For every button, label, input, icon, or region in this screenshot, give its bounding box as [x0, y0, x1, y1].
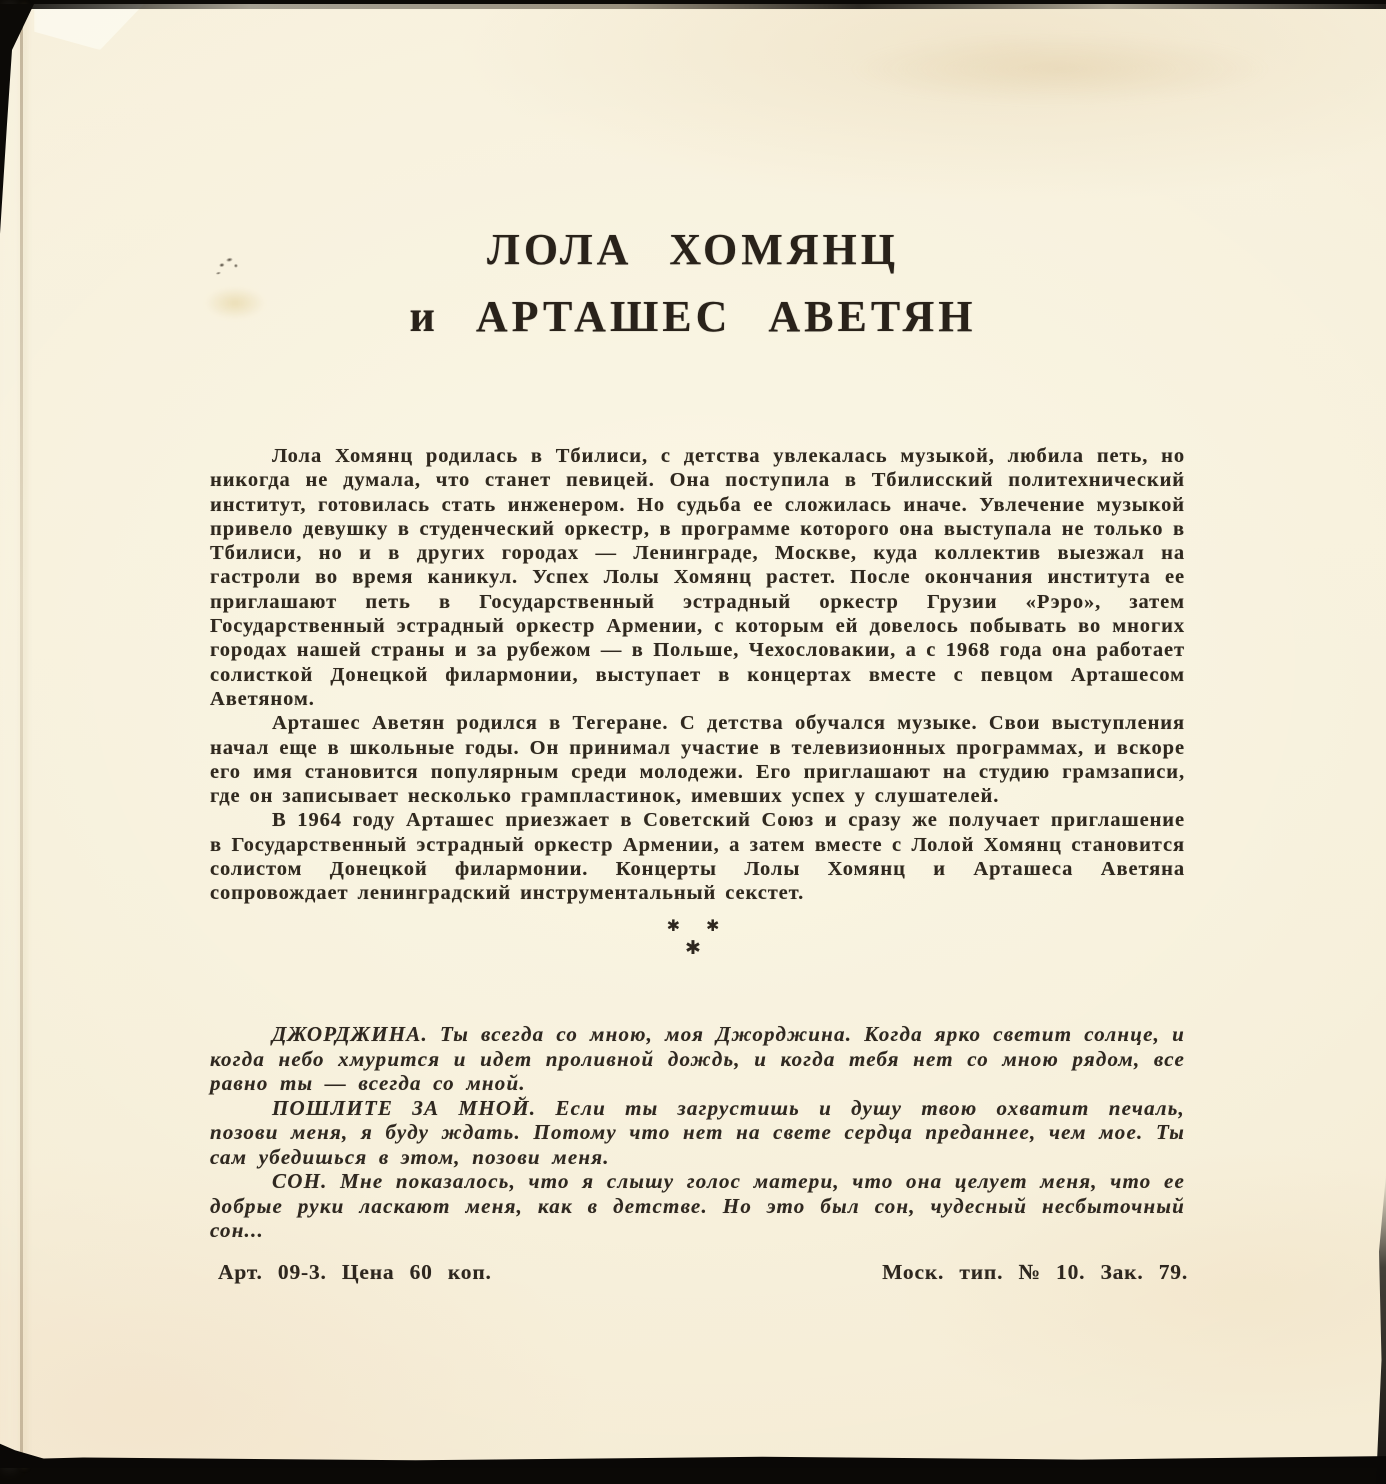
- song-paragraph: ДЖОРДЖИНА. Ты всегда со мною, моя Джорджина. Когда ярко светит солнце, и когда небо хмурится и идет проливной дождь, и когда тебя нет со мною рядом, все равно ты — всегда со мной.: [210, 1022, 1185, 1095]
- song-paragraph: ПОШЛИТЕ ЗА МНОЙ. Если ты загрустишь и душу твою охватит печаль, позови меня, я буду ждать. Потому что нет на свете сердца преданнее, чем мое. Ты сам убедишься в этом, позови меня.: [210, 1095, 1185, 1169]
- biography-section: [210, 444, 1185, 906]
- paper-discoloration: [850, 34, 1270, 104]
- scan-bottom-edge: [0, 1454, 1386, 1468]
- bio-paragraph: В 1964 году Арташес приезжает в Советский Союз и сразу же получает приглашение в Государственный эстрадный оркестр Армении, а затем вместе с Лолой Хомянц становится солистом Донецкой филармонии. Концерты Лолы Хомянц и Арташеса Аветяна сопровождает ленинградский инструментальный секстет.: [210, 809, 1185, 905]
- record-sleeve-paper: [0, 4, 1386, 1468]
- song-paragraph: СОН. Мне показалось, что я слышу голос матери, что она целует меня, что ее добрые руки ласкают меня, как в детстве. Но это был сон, чудесный несбыточный сон...: [210, 1169, 1185, 1242]
- asterisk-ornament: ✱: [666, 916, 680, 935]
- scan-corner-shadow: [0, 4, 46, 234]
- scan-top-edge: [0, 4, 1386, 9]
- asterisk-ornament: ✱: [706, 916, 720, 935]
- bio-paragraph: Арташес Аветян родился в Тегеране. С детства обучался музыке. Свои выступления начал еще в школьные годы. Он принимал участие в телевизионных программах, и вскоре его имя становится популярным среди молодежи. Его приглашают на студию грамзаписи, где он записывает несколько грампластинок, имевших успех у слушателей.: [210, 712, 1185, 808]
- song-annotations-section: [210, 1022, 1185, 1243]
- asterisk-ornament: ✱: [685, 937, 701, 959]
- scan-right-edge: [1376, 1174, 1386, 1484]
- bio-paragraph: Лола Хомянц родилась в Тбилиси, с детства увлекалась музыкой, любила петь, но никогда не думала, что станет певицей. Она поступила в Тбилисский политехнический институт, готовилась стать инженером. Но судьба ее сложилась иначе. Увлечение музыкой привело девушку в студенческий оркестр, в программе которого она выступала не только в Тбилиси, но и в других городах — Ленинграде, Москве, куда коллектив выезжал на гастроли во время каникул. Успех Лолы Хомянц растет. После окончания института ее приглашают петь в Государственный эстрадный оркестр Грузии «Рэро», затем Государственный эстрадный оркестр Армении, с которым ей довелось побывать во многих городах нашей страны и за рубежом — в Польше, Чехословакии, а с 1968 года она работает солисткой Донецкой филармонии, выступает в концертах вместе с певцом Арташесом Аветяном.: [210, 445, 1185, 710]
- artist-name-line1: ЛОЛА ХОМЯНЦ: [487, 225, 899, 274]
- imprint-footer: [210, 1260, 1188, 1285]
- scan-bottom-corner: [0, 1436, 60, 1462]
- printing-house-note: Моск. тип. № 10. Зак. 79.: [882, 1260, 1188, 1284]
- catalog-price-note: Арт. 09-3. Цена 60 коп.: [218, 1260, 492, 1284]
- corner-fold-highlight: [34, 4, 144, 50]
- page-title: [0, 216, 1386, 350]
- artist-name-line2: и АРТАШЕС АВЕТЯН: [409, 292, 977, 341]
- section-divider: [0, 918, 1386, 958]
